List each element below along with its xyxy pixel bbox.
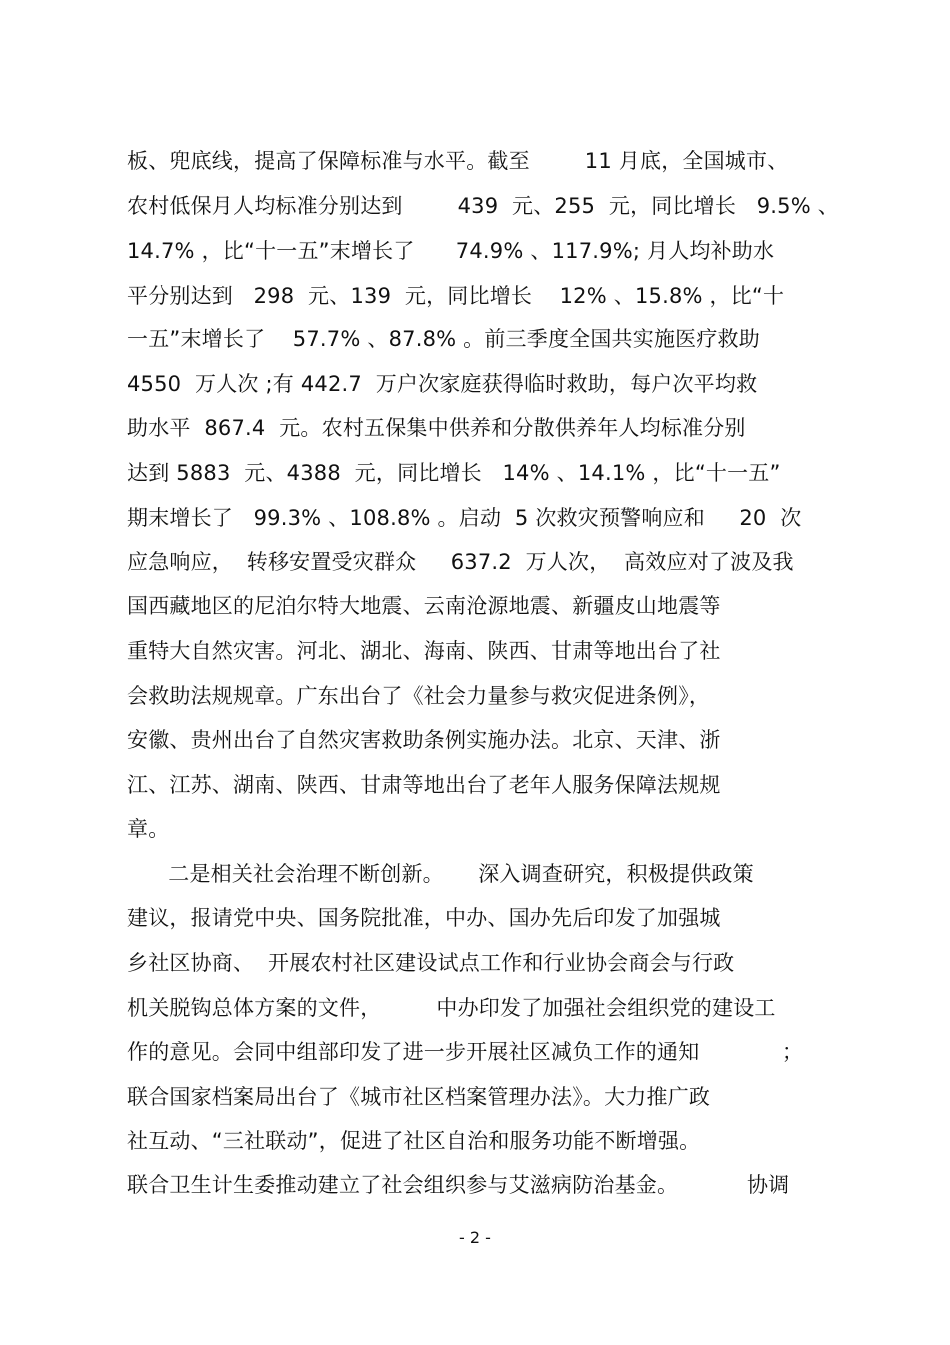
- text-line: 会救助法规规章。广东出台了《社会力量参与救灾促进条例》，: [127, 684, 711, 708]
- text-line: 联合卫生计生委推动建立了社会组织参与艾滋病防治基金。 协调: [127, 1173, 790, 1197]
- page-number: - 2 -: [459, 1228, 491, 1247]
- text-line: 达到 5883 元、4388 元，同比增长 14% 、14.1% ，比“十一五”: [127, 461, 781, 485]
- text-line: 一五”末增长了 57.7% 、87.8% 。前三季度全国共实施医疗救助: [127, 327, 760, 351]
- text-line: 助水平 867.4 元。农村五保集中供养和分散供养年人均标准分别: [127, 416, 746, 440]
- text-line: 建议，报请党中央、国务院批准，中办、国办先后印发了加强城: [127, 906, 721, 930]
- text-line: 应急响应， 转移安置受灾群众 637.2 万人次， 高效应对了波及我: [127, 550, 794, 574]
- text-line: 章。: [127, 817, 170, 841]
- text-line: 二是相关社会治理不断创新。 深入调查研究，积极提供政策: [127, 862, 754, 886]
- text-line: 作的意见。会同中组部印发了进一步开展社区减负工作的通知 ；: [127, 1040, 804, 1064]
- text-line: 乡社区协商、 开展农村社区建设试点工作和行业协会商会与行政: [127, 951, 735, 975]
- text-line: 江、江苏、湖南、陕西、甘肃等地出台了老年人服务保障法规规: [127, 773, 721, 797]
- text-line: 期末增长了 99.3% 、108.8% 。启动 5 次救灾预警响应和 20 次: [127, 506, 802, 530]
- text-line: 国西藏地区的尼泊尔特大地震、云南沧源地震、新疆皮山地震等: [127, 594, 721, 618]
- text-line: 联合国家档案局出台了《城市社区档案管理办法》。大力推广政: [127, 1085, 711, 1109]
- text-line: 板、兜底线，提高了保障标准与水平。截至 11 月底，全国城市、: [127, 149, 789, 173]
- text-line: 农村低保月人均标准分别达到 439 元、255 元，同比增长 9.5% 、: [127, 194, 839, 218]
- text-line: 平分别达到 298 元、139 元，同比增长 12% 、15.8% ，比“十: [127, 284, 785, 308]
- text-line: 4550 万人次 ;有 442.7 万户次家庭获得临时救助，每户次平均救: [127, 372, 758, 396]
- text-line: 机关脱钩总体方案的文件， 中办印发了加强社会组织党的建设工: [127, 996, 776, 1020]
- text-line: 重特大自然灾害。河北、湖北、海南、陕西、甘肃等地出台了社: [127, 639, 721, 663]
- text-line: 14.7% ，比“十一五”末增长了 74.9% 、117.9%; 月人均补助水: [127, 239, 775, 263]
- text-line: 社互动、“三社联动”，促进了社区自治和服务功能不断增强。: [127, 1129, 701, 1153]
- text-line: 安徽、贵州出台了自然灾害救助条例实施办法。北京、天津、浙: [127, 728, 721, 752]
